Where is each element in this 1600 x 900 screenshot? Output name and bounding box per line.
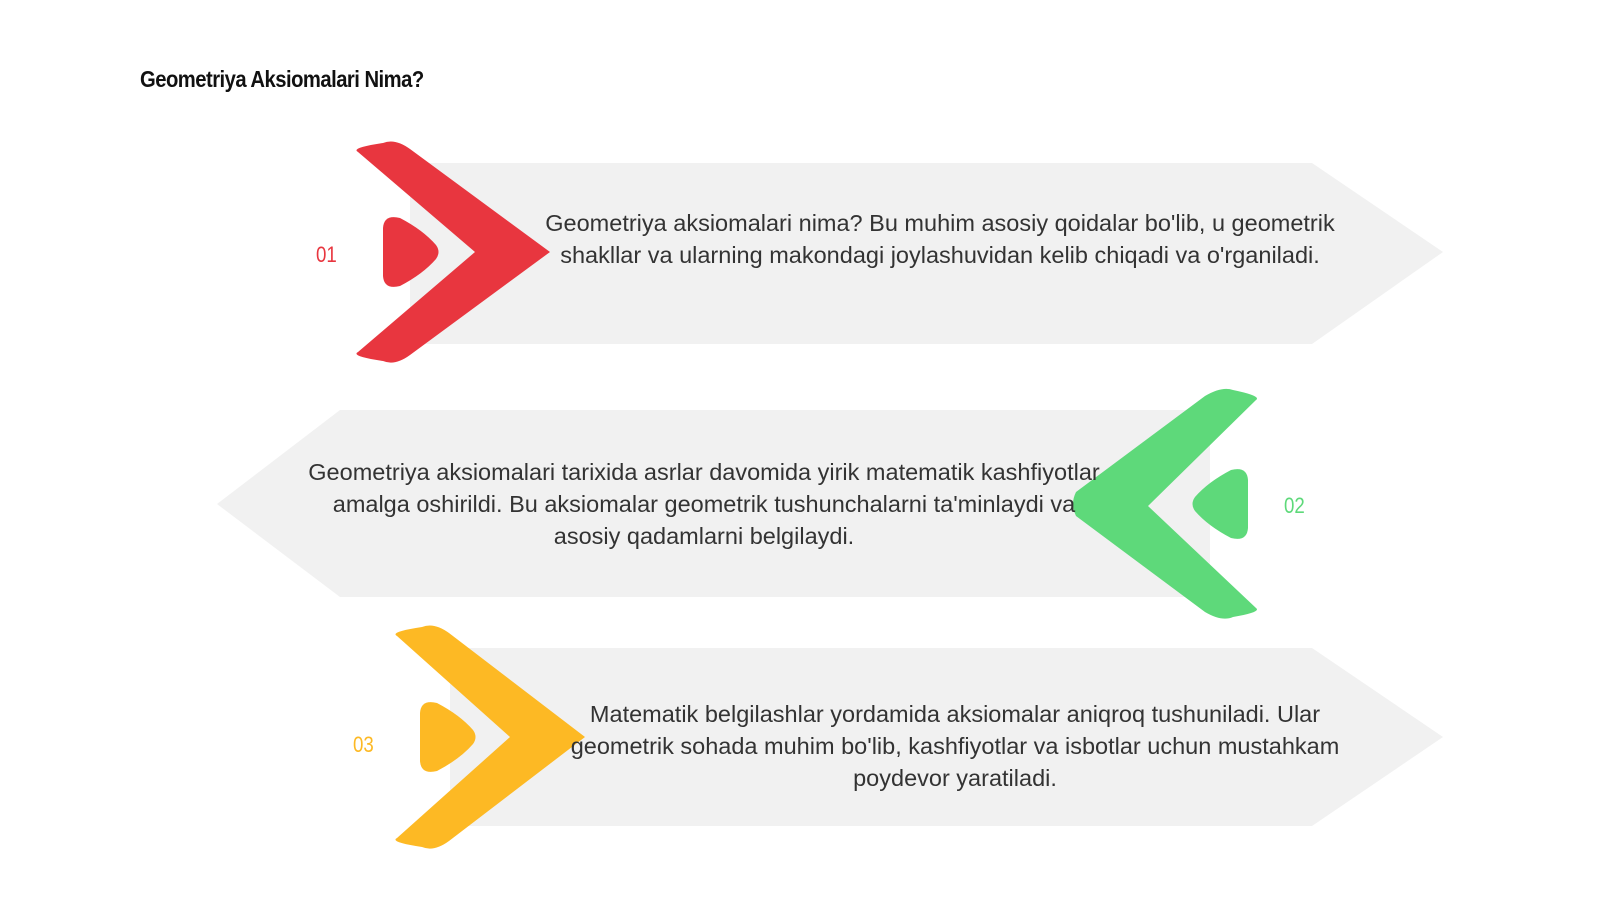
item-1-number: 01 — [316, 242, 337, 267]
item-3-number: 03 — [353, 732, 374, 757]
item-3-text: Matematik belgilashlar yordamida aksiomalar aniqroq tushuniladi. Ular geometrik sohada muhim bo'lib, kashfiyotlar va isbotlar uchun mustahkam poydevor yaratiladi. — [570, 701, 1340, 791]
page-title: Geometriya Aksiomalari Nima? — [140, 66, 424, 92]
item-2-number: 02 — [1284, 493, 1305, 518]
item-2-text: Geometriya aksiomalari tarixida asrlar davomida yirik matematik kashfiyotlar amalga oshirildi. Bu aksiomalar geometrik tushunchalarni ta'minlaydi va asosiy qadamlarni belgilaydi. — [308, 459, 1100, 549]
item-1-text: Geometriya aksiomalari nima? Bu muhim asosiy qoidalar bo'lib, u geometrik shakllar va ularning makondagi joylashuvidan kelib chiqadi va o'rganiladi. — [545, 210, 1335, 268]
